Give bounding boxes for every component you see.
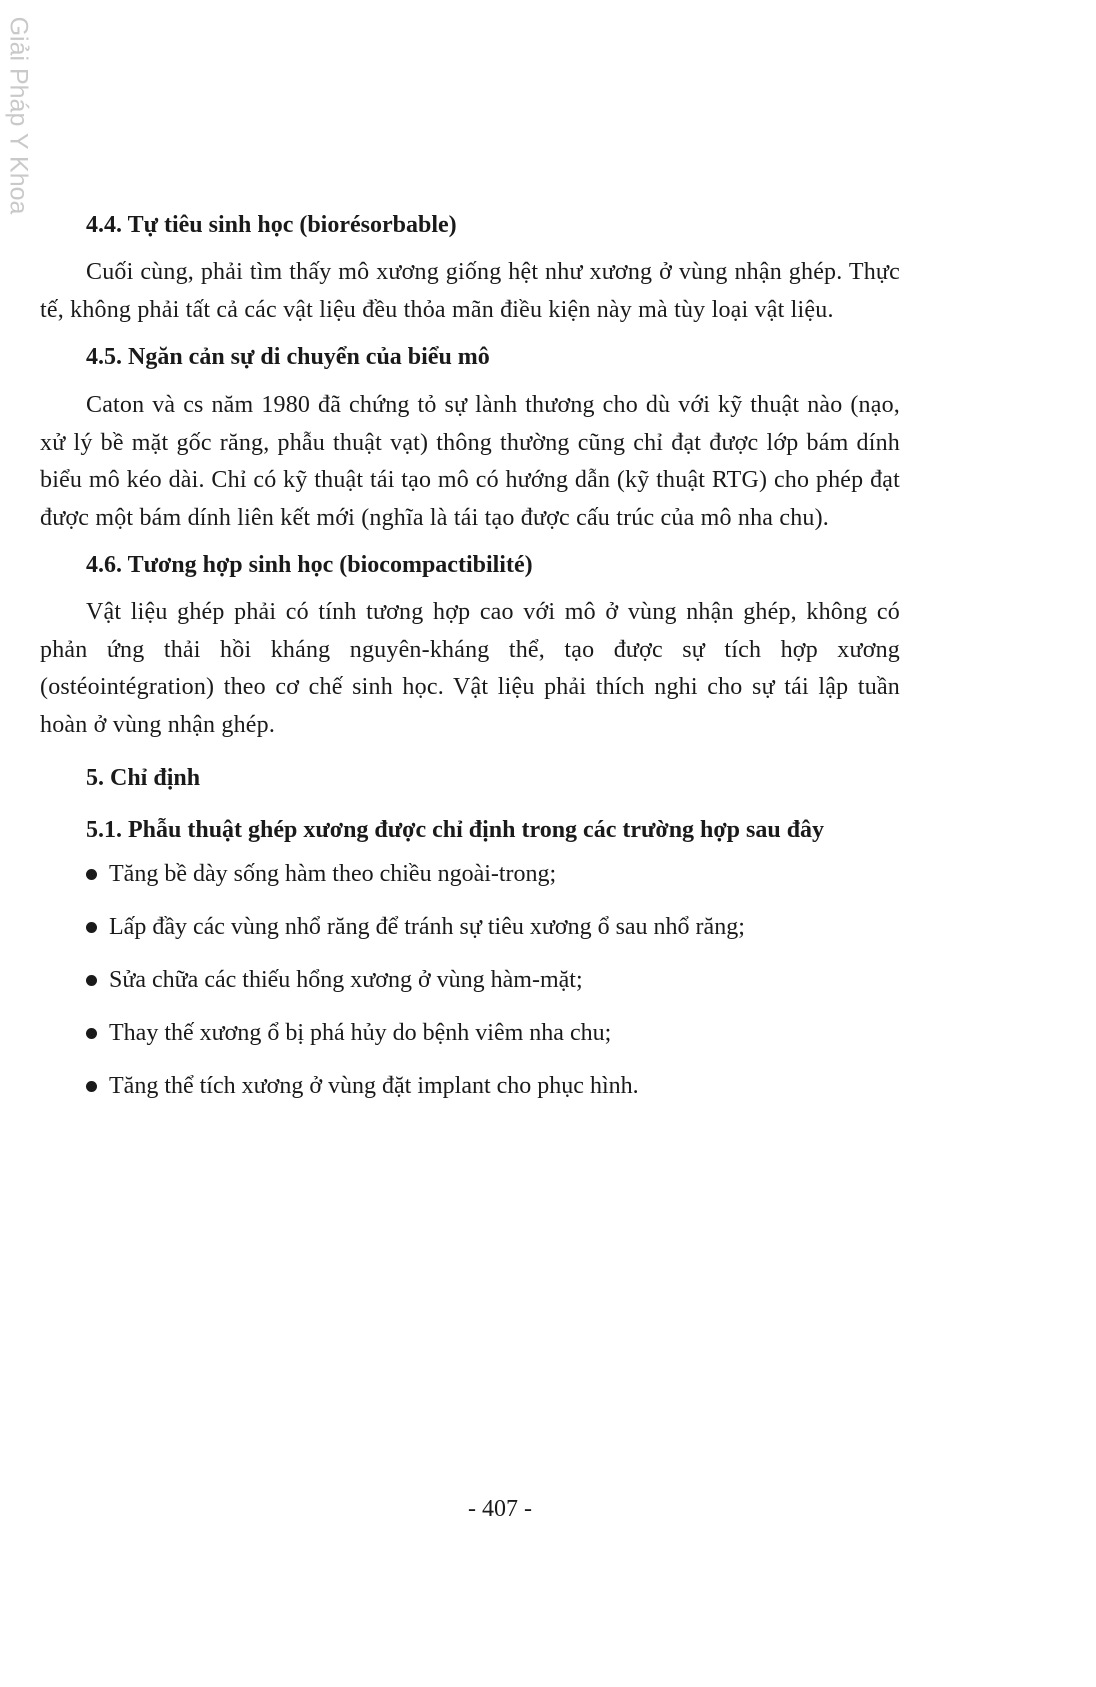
section-heading-5: 5. Chỉ định — [86, 765, 201, 791]
list-item-text: Sửa chữa các thiếu hổng xương ở vùng hàm-mặt; — [109, 967, 583, 993]
page-number: - 407 - — [468, 1496, 532, 1522]
bullet-icon — [86, 1028, 97, 1039]
watermark — [4, 10, 32, 220]
document-body — [40, 210, 900, 1124]
indication-list — [40, 859, 900, 1101]
watermark-text: Giải Pháp Y Khoa — [4, 16, 33, 214]
list-item — [86, 912, 900, 942]
list-item — [86, 1018, 900, 1048]
bullet-icon — [86, 1081, 97, 1092]
list-item-text: Tăng thể tích xương ở vùng đặt implant cho phục hình. — [109, 1073, 639, 1099]
list-item — [86, 859, 900, 889]
section-heading-4-6: 4.6. Tương hợp sinh học (biocompactibilité) — [86, 552, 533, 578]
list-item-text: Lấp đầy các vùng nhổ răng để tránh sự tiêu xương ổ sau nhổ răng; — [109, 914, 745, 940]
section-paragraph-4-6: Vật liệu ghép phải có tính tương hợp cao với mô ở vùng nhận ghép, không có phản ứng thải hồi kháng nguyên-kháng thể, tạo được sự tích hợp xương (ostéointégration) theo cơ chế sinh học. Vật liệu phải thích nghi cho sự tái lập tuần hoàn ở vùng nhận ghép. — [40, 599, 900, 738]
section-paragraph-4-5: Caton và cs năm 1980 đã chứng tỏ sự lành thương cho dù với kỹ thuật nào (nạo, xử lý bề mặt gốc răng, phẫu thuật vạt) thông thường cũng chỉ đạt được lớp bám dính biểu mô kéo dài. Chỉ có kỹ thuật tái tạo mô có hướng dẫn (kỹ thuật RTG) cho phép đạt được một bám dính liên kết mới (nghĩa là tái tạo được cấu trúc của mô nha chu). — [40, 392, 900, 531]
bullet-icon — [86, 869, 97, 880]
list-item-text: Thay thế xương ổ bị phá hủy do bệnh viêm nha chu; — [109, 1020, 612, 1046]
bullet-icon — [86, 975, 97, 986]
section-heading-4-5: 4.5. Ngăn cản sự di chuyển của biểu mô — [86, 344, 490, 370]
section-paragraph-4-4: Cuối cùng, phải tìm thấy mô xương giống hệt như xương ở vùng nhận ghép. Thực tế, không phải tất cả các vật liệu đều thỏa mãn điều kiện này mà tùy loại vật liệu. — [40, 259, 900, 323]
list-item-text: Tăng bề dày sống hàm theo chiều ngoài-trong; — [109, 861, 557, 887]
bullet-icon — [86, 922, 97, 933]
section-heading-4-4: 4.4. Tự tiêu sinh học (biorésorbable) — [86, 212, 457, 238]
list-item — [86, 965, 900, 995]
list-item — [86, 1071, 900, 1101]
section-subheading-5-1: 5.1. Phẫu thuật ghép xương được chỉ định trong các trường hợp sau đây — [86, 817, 825, 843]
